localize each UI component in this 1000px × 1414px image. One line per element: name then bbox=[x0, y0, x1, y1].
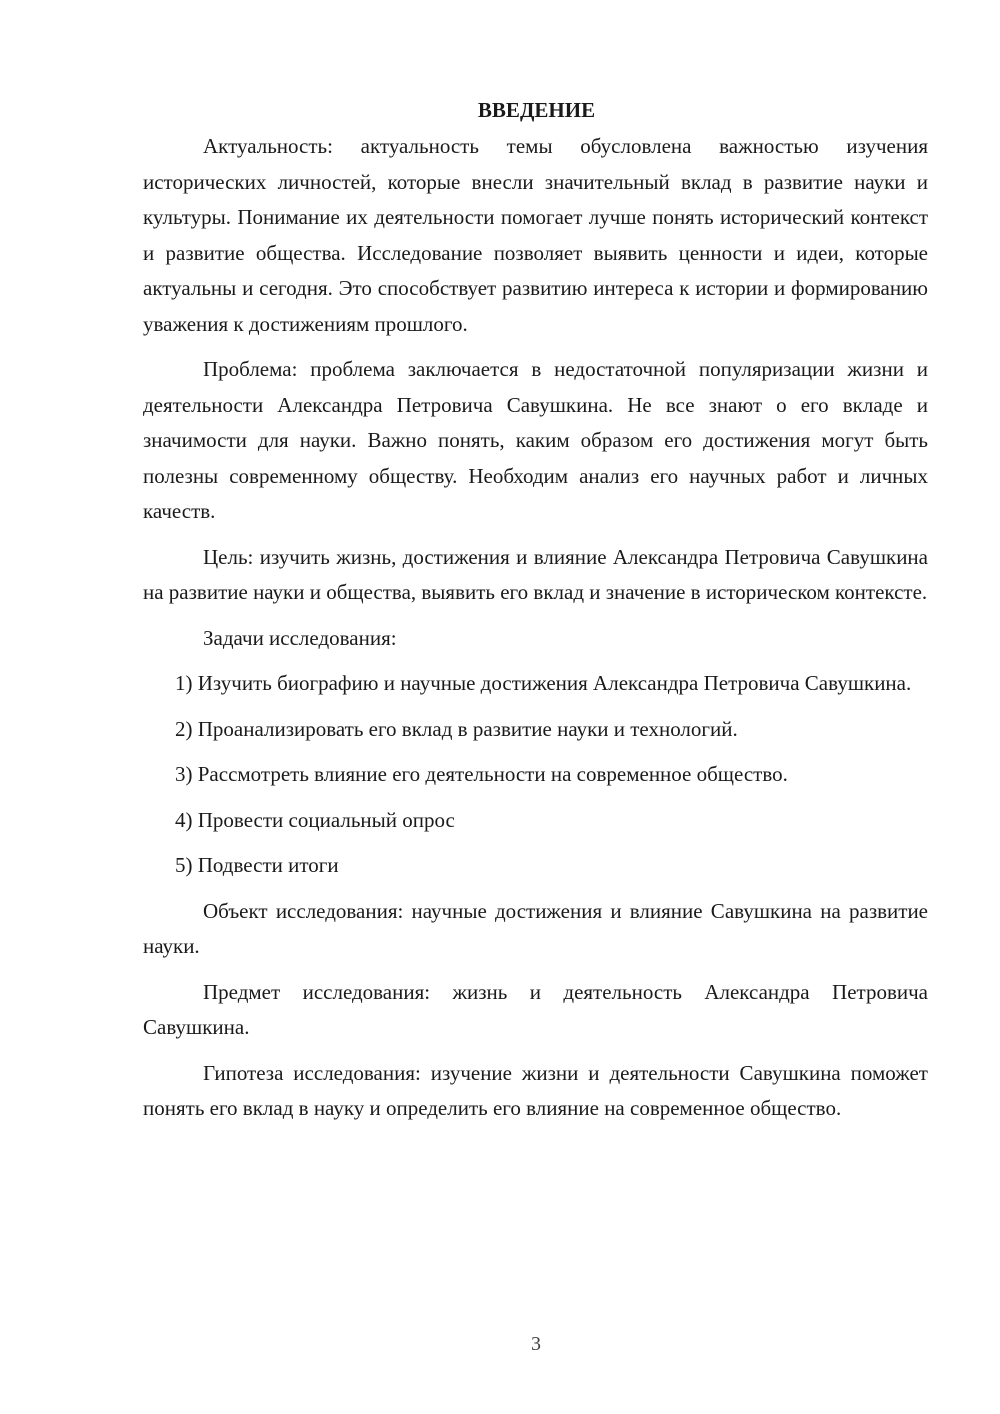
hypothesis-paragraph: Гипотеза исследования: изучение жизни и деятельности Савушкина поможет понять его вклад в науку и определить его влияние на современное общество. bbox=[143, 1060, 928, 1120]
problem-paragraph: Проблема: проблема заключается в недостаточной популяризации жизни и деятельности Александра Петровича Савушкина. Не все знают о его вкладе и значимости для науки. Важно понять, каким образом его достижения могут быть полезны современному обществу. Необходим анализ его научных работ и личных качеств. bbox=[143, 357, 928, 523]
relevance-paragraph: Актуальность: актуальность темы обусловлена важностью изучения исторических личностей, которые внесли значительный вклад в развитие науки и культуры. Понимание их деятельности помогает лучше понять исторический контекст и развитие общества. Исследование позволяет выявить ценности и идеи, которые актуальны и сегодня. Это способствует развитию интереса к истории и формированию уважения к достижениям прошлого. bbox=[143, 134, 928, 336]
tasks-heading: Задачи исследования: bbox=[203, 625, 397, 650]
document-page bbox=[143, 95, 928, 1137]
section-title: ВВЕДЕНИЕ bbox=[477, 98, 596, 122]
task-item-5: 5) Подвести итоги bbox=[175, 853, 339, 877]
task-item-4: 4) Провести социальный опрос bbox=[175, 807, 455, 832]
task-item-3: 3) Рассмотреть влияние его деятельности на современное общество. bbox=[175, 762, 788, 786]
object-paragraph: Объект исследования: научные достижения и влияние Савушкина на развитие науки. bbox=[143, 898, 928, 958]
task-item-2: 2) Проанализировать его вклад в развитие науки и технологий. bbox=[175, 716, 738, 741]
subject-paragraph: Предмет исследования: жизнь и деятельность Александра Петровича Савушкина. bbox=[143, 979, 928, 1039]
task-item-1: 1) Изучить биографию и научные достижения Александра Петровича Савушкина. bbox=[175, 671, 912, 695]
page-number: 3 bbox=[531, 1333, 541, 1355]
tasks-list bbox=[143, 666, 928, 884]
goal-paragraph: Цель: изучить жизнь, достижения и влияние Александра Петровича Савушкина на развитие науки и общества, выявить его вклад и значение в историческом контексте. bbox=[143, 544, 928, 604]
